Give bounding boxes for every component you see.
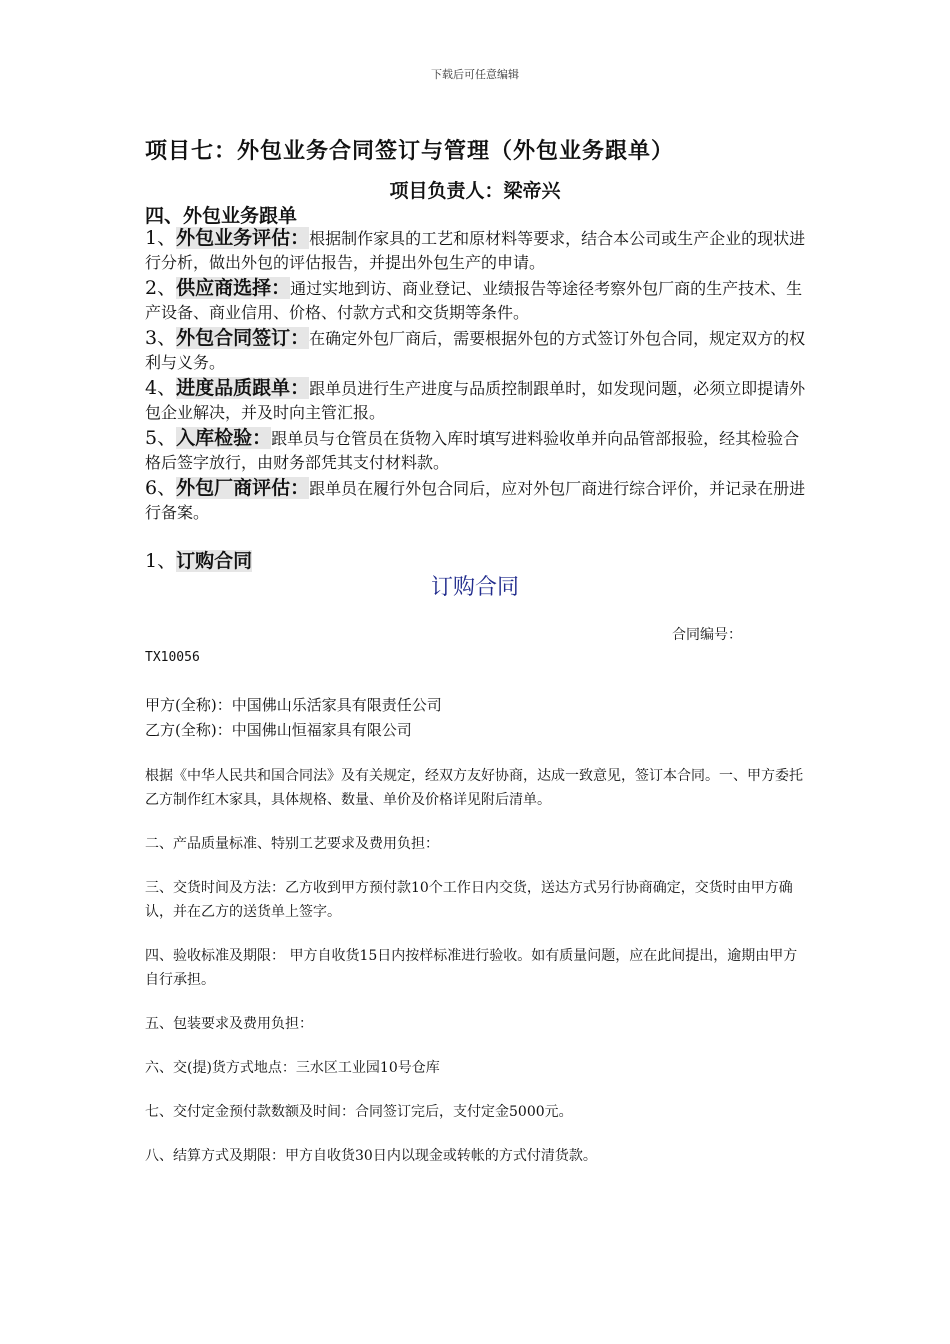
step-item: [145, 276, 815, 325]
step-number: 5、: [145, 427, 177, 449]
contract-clause: 六、交(提)货方式地点：三水区工业园10号仓库: [145, 1060, 440, 1076]
step-item: [145, 476, 815, 525]
step-label: 进度品质跟单: [176, 377, 291, 399]
step-number: 6、: [145, 477, 177, 499]
step-label: 供应商选择: [176, 277, 272, 299]
contract-title: 订购合同: [430, 575, 519, 600]
step-label: 外包厂商评估: [176, 477, 291, 499]
step-text: 跟单员进行生产进度与品质控制跟单时，如发现问题，必须立即提请外包企业解决，并及时向主管汇报。: [145, 379, 806, 422]
contract-number: TX10056: [145, 650, 200, 665]
step-label: 入库检验: [176, 427, 253, 449]
step-text: 通过实地到访、商业登记、业绩报告等途径考察外包厂商的生产技术、生产设备、商业信用、价格、付款方式和交货期等条件。: [145, 279, 803, 322]
step-item: [145, 426, 815, 475]
contract-clause: 三、交货时间及方法：乙方收到甲方预付款10个工作日内交货，送达方式另行协商确定，交货时由甲方确认，并在乙方的送货单上签字。: [145, 880, 793, 920]
step-item: [145, 326, 815, 375]
step-text: 在确定外包厂商后，需要根据外包的方式签订外包合同，规定双方的权利与义务。: [145, 329, 806, 372]
step-item: [145, 226, 815, 275]
contract-number-label: 合同编号：: [672, 627, 742, 643]
sub-heading-number: 1、: [145, 550, 177, 572]
step-label: 外包业务评估: [176, 227, 291, 249]
step-list: [145, 226, 815, 526]
step-text: 根据制作家具的工艺和原材料等要求，结合本公司或生产企业的现状进行分析，做出外包的评估报告，并提出外包生产的申请。: [145, 229, 806, 272]
document-title: 项目七：外包业务合同签订与管理（外包业务跟单）: [145, 138, 675, 164]
sub-heading-label: 订购合同: [176, 550, 253, 572]
contract-clause: 五、包装要求及费用负担：: [145, 1016, 313, 1032]
contract-clause: 根据《中华人民共和国合同法》及有关规定，经双方友好协商，达成一致意见，签订本合同。一、甲方委托乙方制作红木家具，具体规格、数量、单价及价格详见附后清单。: [145, 768, 803, 808]
contract-clause: 七、交付定金预付款数额及时间：合同签订完后，支付定金5000元。: [145, 1104, 573, 1120]
step-separator: ：: [290, 227, 310, 249]
step-item: [145, 376, 815, 425]
step-number: 1、: [145, 227, 177, 249]
step-number: 2、: [145, 277, 177, 299]
step-separator: ：: [290, 477, 310, 499]
contract-clause: 二、产品质量标准、特别工艺要求及费用负担：: [145, 836, 439, 852]
step-separator: ：: [290, 377, 310, 399]
party-b: 乙方(全称)：中国佛山恒福家具有限公司: [145, 721, 412, 739]
step-text: 跟单员与仓管员在货物入库时填写进料验收单并向品管部报验，经其检验合格后签字放行，由财务部凭其支付材料款。: [145, 429, 800, 472]
step-number: 4、: [145, 377, 177, 399]
header-note: 下载后可任意编辑: [431, 68, 519, 81]
sub-heading: [145, 546, 252, 573]
section-heading: 四、外包业务跟单: [145, 205, 298, 227]
contract-clause: 八、结算方式及期限：甲方自收货30日内以现金或转帐的方式付清货款。: [145, 1148, 597, 1164]
contract-clause: 四、验收标准及期限： 甲方自收货15日内按样标准进行验收。如有质量问题，应在此间提出，逾期由甲方自行承担。: [145, 948, 798, 988]
project-leader: 项目负责人：梁帝兴: [389, 180, 561, 202]
party-a: 甲方(全称)：中国佛山乐活家具有限责任公司: [145, 696, 442, 714]
step-text: 跟单员在履行外包合同后，应对外包厂商进行综合评价，并记录在册进行备案。: [145, 479, 806, 522]
step-separator: ：: [271, 277, 291, 299]
step-number: 3、: [145, 327, 177, 349]
step-separator: ：: [290, 327, 310, 349]
contract-clauses: [145, 764, 810, 1188]
step-separator: ：: [252, 427, 272, 449]
step-label: 外包合同签订: [176, 327, 291, 349]
